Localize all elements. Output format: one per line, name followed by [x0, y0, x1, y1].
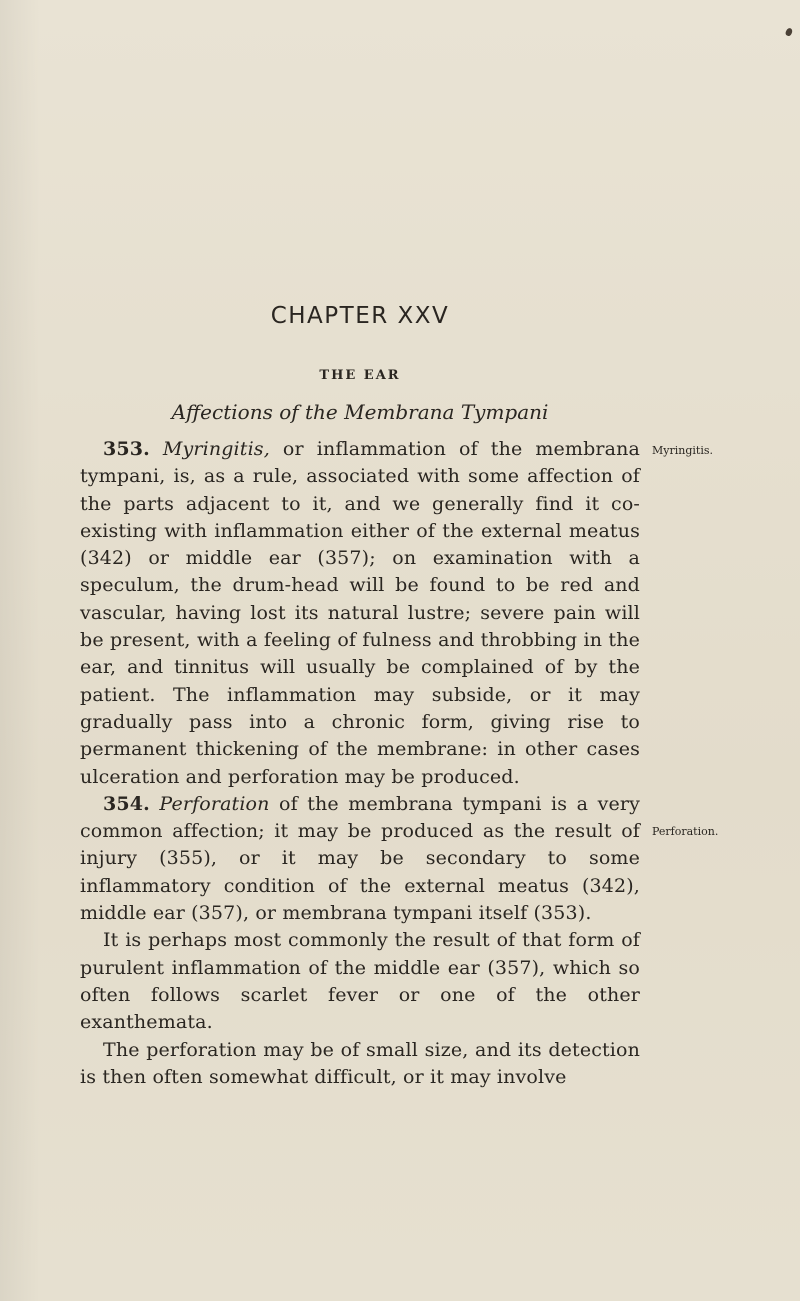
paragraph-354-continued: [80, 927, 640, 1036]
paragraph-number: 353.: [103, 438, 150, 460]
paragraph-text: It is perhaps most commonly the result of that form of purulent inflammation of the middle ear (357), which so often follows scarlet fever or one of the other exanthemata.: [80, 929, 640, 1034]
paragraph-number: 354.: [103, 792, 150, 815]
section-title: THE EAR: [319, 368, 401, 383]
paragraph-354-final: [80, 1037, 640, 1092]
body-text: [80, 436, 640, 1091]
chapter-title: CHAPTER XXV: [270, 303, 450, 329]
paragraph-text: or inflammation of the membrana tympani, is, as a rule, associated with some affection of the parts adjacent to it, and we generally find it co-existing with inflammation either of the external meatus (342) or middle ear (357); on examination with a speculum, the drum-head will be found to be red and vascular, having lost its natural lustre; severe pain will be present, with a feeling of fulness and throbbing in the ear, and tinnitus will usually be complained of by the patient. The inflammation may subside, or it may gradually pass into a chronic form, giving rise to permanent thickening of the membrane: in other cases ulceration and perforation may be produced.: [80, 438, 640, 788]
ink-spot: [785, 27, 794, 37]
paragraph-text: The perforation may be of small size, and its detection is then often somewhat difficult, or it may involve: [80, 1038, 640, 1088]
paragraph-353: [80, 436, 640, 791]
paragraph-text: of the membrana tympani is a very common affection; it may be produced as the result of injury (355), or it may be secondary to some inflammatory condition of the external meatus (342), middle ear (357), or membrana tympani itself (353).: [80, 792, 640, 925]
subsection-title: Affections of the Membrana Tympani: [171, 400, 549, 424]
paragraph-term: Perforation: [159, 792, 270, 815]
margin-note-myringitis: Myringitis.: [652, 444, 713, 457]
paragraph-354: [80, 791, 640, 927]
paragraph-term: Myringitis,: [162, 438, 270, 460]
margin-note-perforation: Perforation.: [652, 825, 719, 838]
